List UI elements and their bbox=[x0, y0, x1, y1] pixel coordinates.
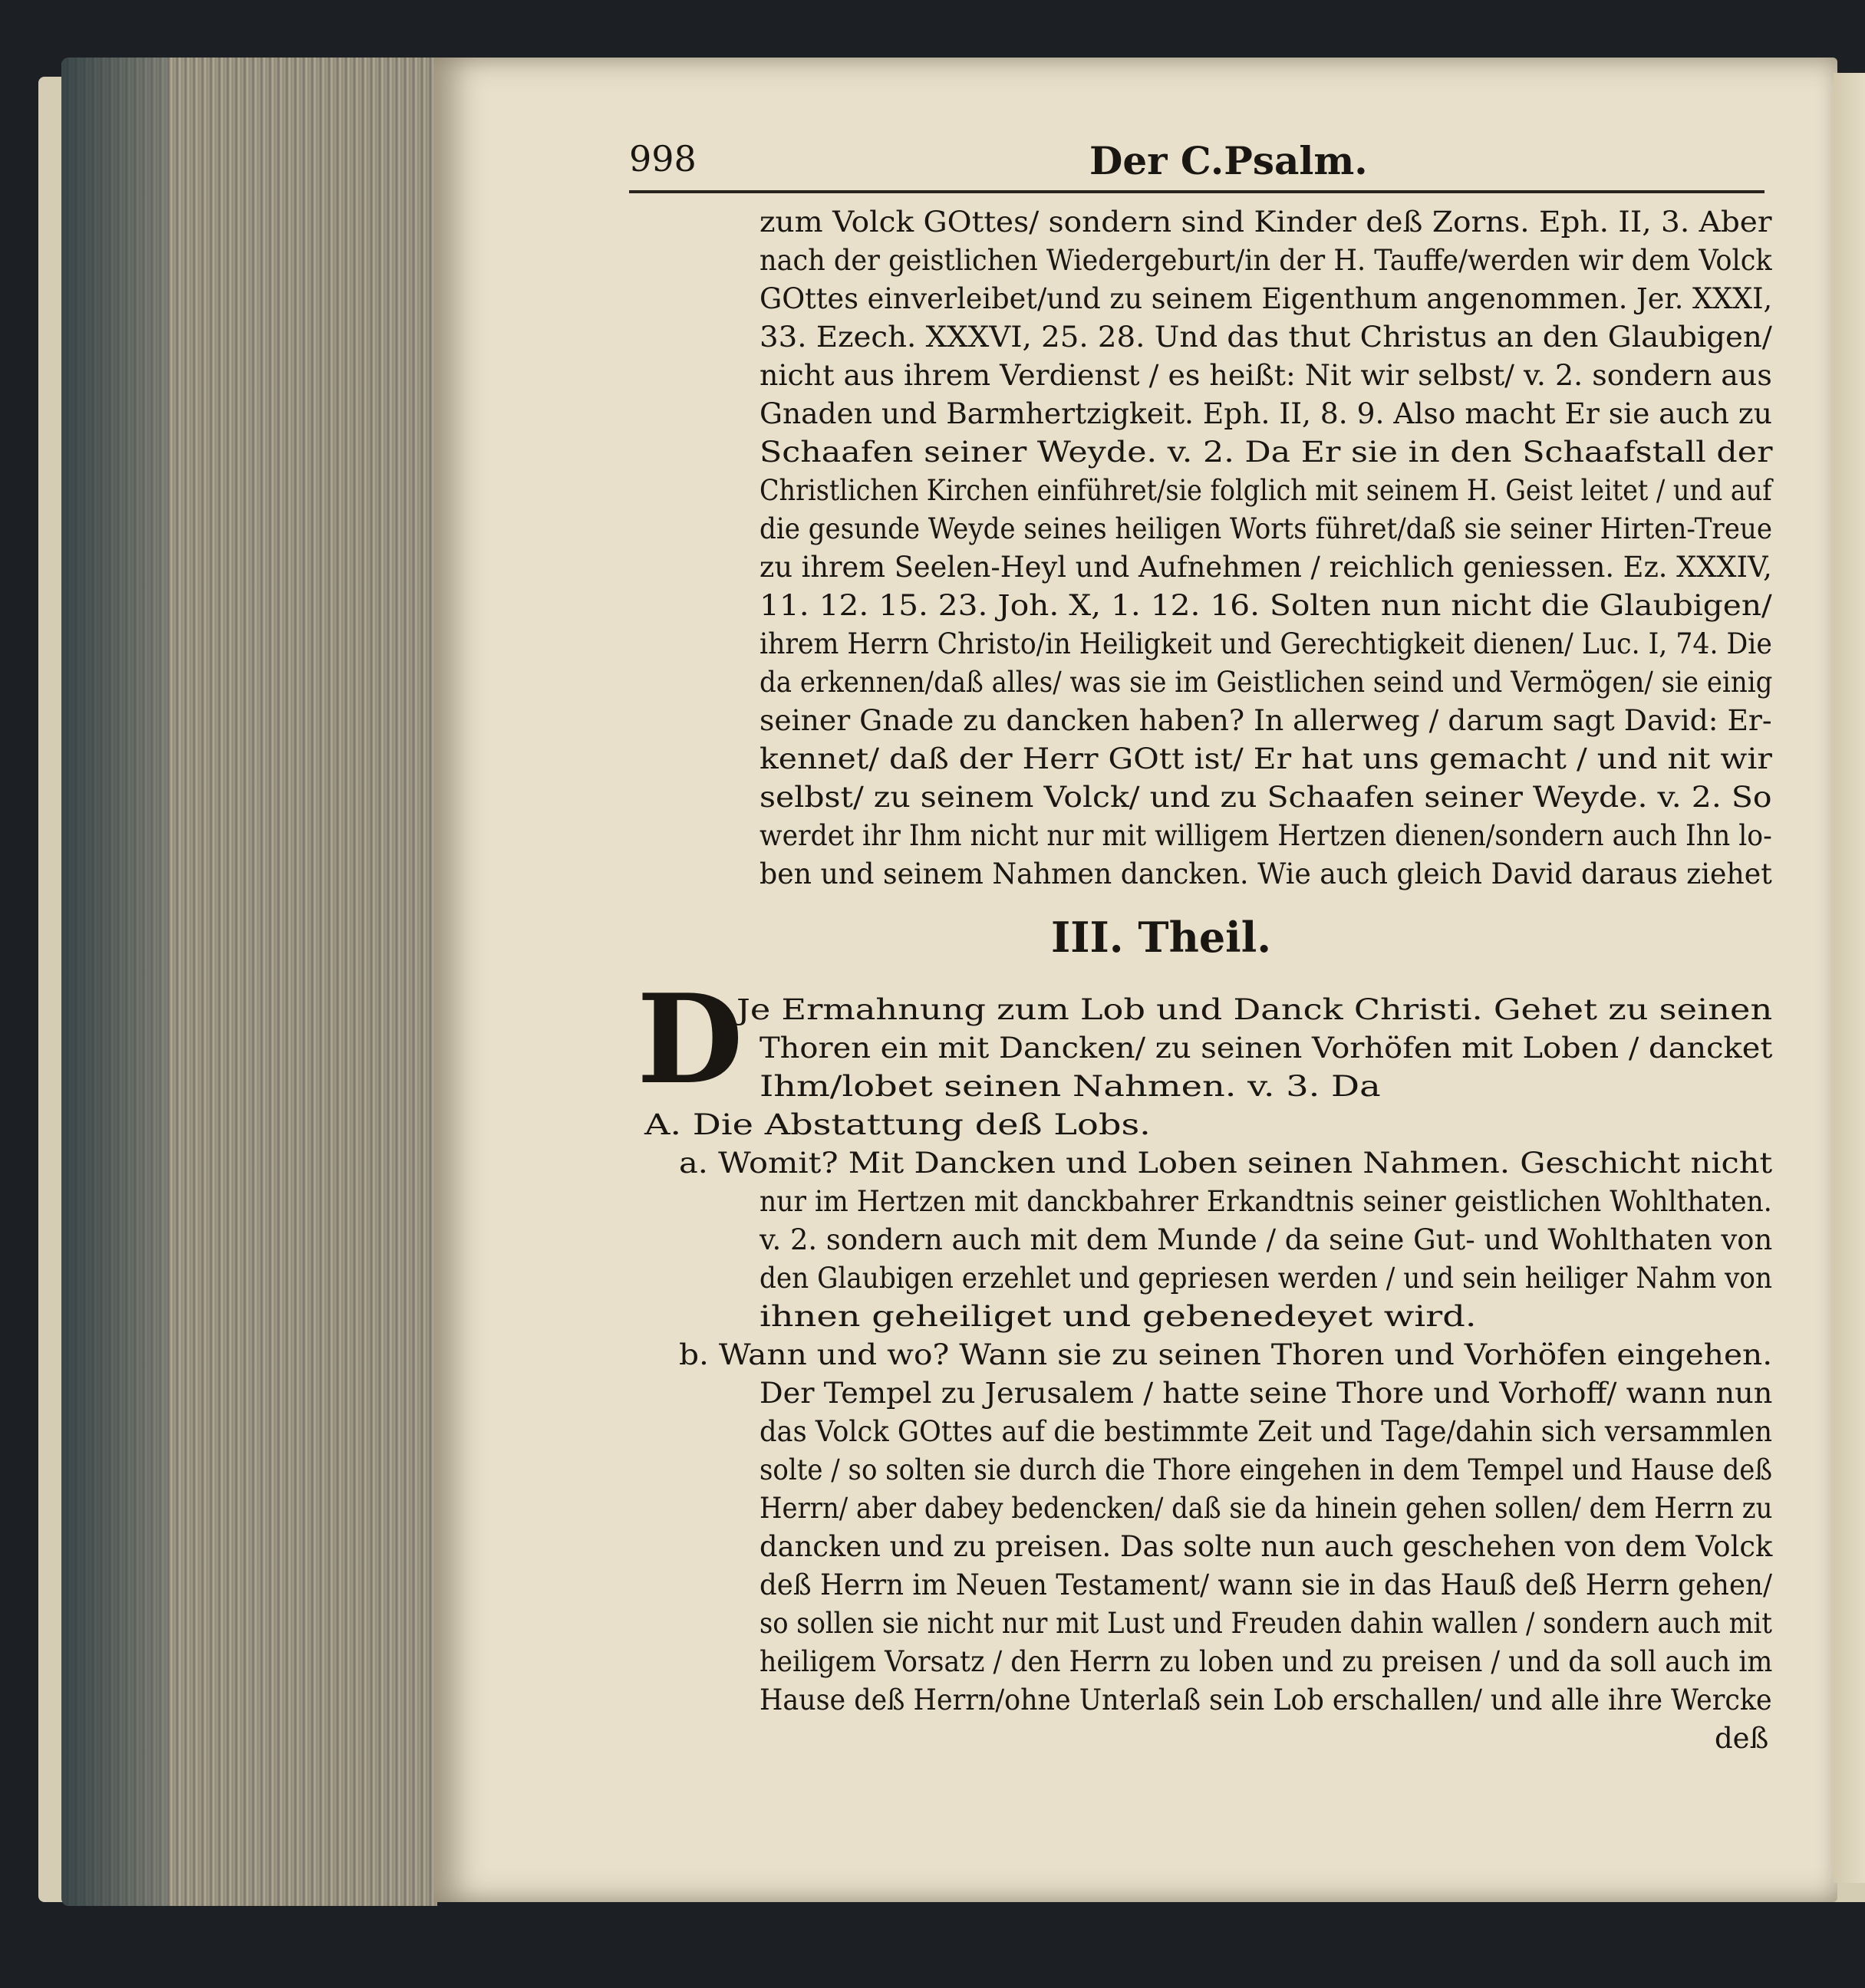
text-line: zum Volck GOttes/ sondern sind Kinder deß Zorns. Eph. II, 3. Aber bbox=[760, 206, 1772, 239]
text-line: Christlichen Kirchen einführet/sie folglich mit seinem H. Geist leitet / und auf bbox=[760, 474, 1772, 507]
header-rule bbox=[629, 190, 1765, 193]
text-line: v. 2. sondern auch mit dem Munde / da seine Gut- und Wohlthaten von bbox=[760, 1223, 1773, 1256]
text-line: Der Tempel zu Jerusalem / hatte seine Thore und Vorhoff/ wann nun bbox=[760, 1377, 1773, 1410]
text-line: kennet/ daß der Herr GOtt ist/ Er hat uns gemacht / und nit wir bbox=[760, 742, 1772, 775]
text-line: nach der geistlichen Wiedergeburt/in der H. Tauffe/werden wir dem Volck bbox=[760, 244, 1772, 277]
text-line: 33. Ezech. XXXVI, 25. 28. Und das thut Christus an den Glaubigen/ bbox=[760, 321, 1772, 354]
text-line: GOttes einverleibet/und zu seinem Eigenthum angenommen. Jer. XXXI, bbox=[760, 282, 1773, 315]
text-line: das Volck GOttes auf die bestimmte Zeit und Tage/dahin sich versammlen bbox=[760, 1415, 1773, 1448]
text-line: selbst/ zu seinem Volck/ und zu Schaafen seiner Weyde. v. 2. So bbox=[760, 781, 1772, 814]
drop-cap: D bbox=[637, 967, 743, 1111]
facing-page-edge bbox=[1834, 73, 1865, 1883]
text-line: werdet ihr Ihm nicht nur mit willigem Hertzen dienen/sondern auch Ihn lo- bbox=[760, 819, 1772, 852]
text-line: dancken und zu preisen. Das solte nun auch geschehen von dem Volck bbox=[760, 1530, 1773, 1563]
section-heading: III. Theil. bbox=[1051, 913, 1272, 962]
page-edges bbox=[61, 58, 437, 1906]
text-line: Hause deß Herrn/ohne Unterlaß sein Lob erschallen/ und alle ihre Wercke bbox=[760, 1684, 1772, 1716]
text-line: 11. 12. 15. 23. Joh. X, 1. 12. 16. Solten nun nicht die Glaubigen/ bbox=[760, 589, 1772, 622]
text-line: da erkennen/daß alles/ was sie im Geistlichen seind und Vermögen/ sie einig bbox=[760, 666, 1773, 699]
page-number: 998 bbox=[629, 138, 697, 179]
text-line: nicht aus ihrem Verdienst / es heißt: Nit wir selbst/ v. 2. sondern aus bbox=[760, 359, 1772, 392]
text-line: die gesunde Weyde seines heiligen Worts führet/daß sie seiner Hirten-Treue bbox=[760, 512, 1773, 545]
text-line: den Glaubigen erzehlet und gepriesen werden / und sein heiliger Nahm von bbox=[760, 1262, 1773, 1295]
text-line: a. Womit? Mit Dancken und Loben seinen Nahmen. Geschicht nicht bbox=[679, 1147, 1773, 1180]
catchword: deß bbox=[1715, 1722, 1769, 1755]
text-line: Gnaden und Barmhertzigkeit. Eph. II, 8. 9. Also macht Er sie auch zu bbox=[760, 397, 1772, 430]
text-line: ben und seinem Nahmen dancken. Wie auch gleich David daraus ziehet bbox=[760, 857, 1772, 890]
running-title: Der C.Psalm. bbox=[1089, 138, 1368, 183]
text-line: b. Wann und wo? Wann sie zu seinen Thoren und Vorhöfen eingehen. bbox=[679, 1338, 1773, 1371]
page-header bbox=[629, 138, 1765, 184]
text-line: so sollen sie nicht nur mit Lust und Freuden dahin wallen / sondern auch mit bbox=[760, 1607, 1772, 1640]
text-line: ihrem Herrn Christo/in Heiligkeit und Gerechtigkeit dienen/ Luc. I, 74. Die bbox=[760, 627, 1772, 660]
text-line: Herrn/ aber dabey bedencken/ daß sie da hinein gehen sollen/ dem Herrn zu bbox=[760, 1492, 1773, 1525]
text-line: Thoren ein mit Dancken/ zu seinen Vorhöfen mit Loben / dancket bbox=[760, 1032, 1773, 1065]
text-line: solte / so solten sie durch die Thore eingehen in dem Tempel und Hause deß bbox=[760, 1453, 1773, 1486]
text-line: Schaafen seiner Weyde. v. 2. Da Er sie in den Schaafstall der bbox=[760, 436, 1773, 469]
text-line: ihnen geheiliget und gebenedeyet wird. bbox=[760, 1300, 1477, 1333]
text-line: nur im Hertzen mit danckbahrer Erkandtnis seiner geistlichen Wohlthaten. bbox=[760, 1185, 1772, 1218]
subsection-heading: A. Die Abstattung deß Lobs. bbox=[644, 1108, 1151, 1141]
text-line: zu ihrem Seelen-Heyl und Aufnehmen / reichlich geniessen. Ez. XXXIV, bbox=[760, 551, 1772, 584]
text-line: deß Herrn im Neuen Testament/ wann sie in das Hauß deß Herrn gehen/ bbox=[760, 1568, 1772, 1601]
text-line: heiligem Vorsatz / den Herrn zu loben und zu preisen / und da soll auch im bbox=[760, 1645, 1773, 1678]
text-line: Je Ermahnung zum Lob und Danck Christi. Gehet zu seinen bbox=[736, 993, 1773, 1026]
text-line: seiner Gnade zu dancken haben? In allerweg / darum sagt David: Er- bbox=[760, 704, 1772, 737]
text-line: Ihm/lobet seinen Nahmen. v. 3. Da bbox=[760, 1070, 1381, 1103]
